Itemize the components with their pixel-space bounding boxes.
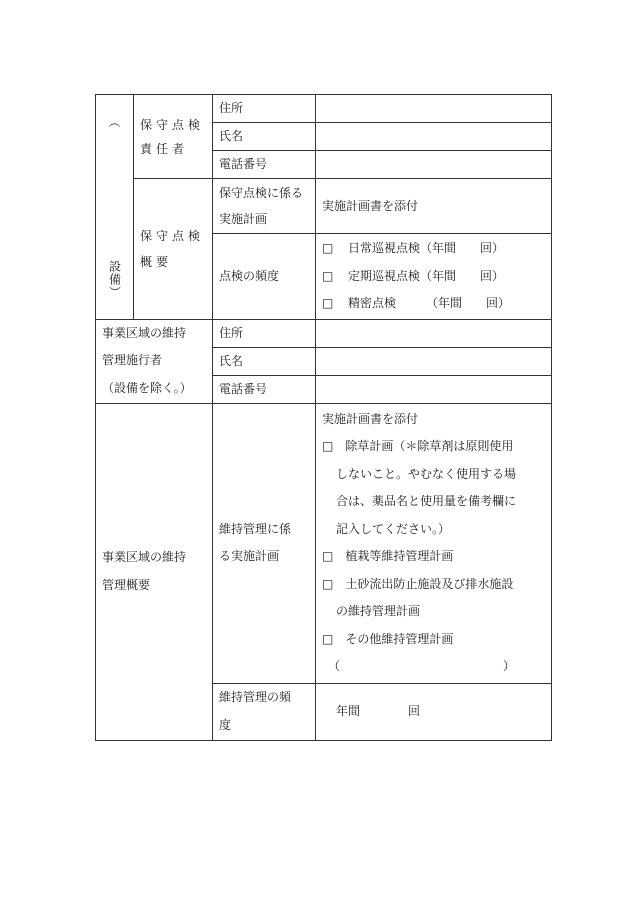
- overview-label-text: 保守点検概要: [140, 228, 205, 269]
- site-manager-name-field[interactable]: [316, 347, 552, 375]
- site-manager-label-line-1: 事業区域の維持: [102, 325, 187, 340]
- site-plan-weeding-note-2: 合は、薬品名と使用量を備考欄に: [336, 494, 517, 508]
- plan-label-text: 保守点検に係る実施計画: [219, 186, 304, 226]
- freq-option-precise[interactable]: [322, 290, 545, 318]
- site-manager-address-label: 住所: [213, 319, 316, 347]
- site-freq-label-line-1: 維持管理の頻: [219, 690, 292, 704]
- responsible-name-field[interactable]: [316, 123, 552, 151]
- site-manager-label-line-2: 管理施行者: [102, 353, 163, 368]
- site-plan-options: [316, 403, 552, 683]
- site-freq-value-text: 年間 回: [336, 704, 421, 718]
- paren-open: （: [328, 659, 341, 673]
- plan-value: 実施計画書を添付: [316, 179, 552, 234]
- maintenance-form-table: [95, 94, 552, 741]
- freq-option-precise-unit: （年間 回）: [432, 296, 511, 310]
- freq-option-periodic-unit: （年間 回）: [420, 268, 505, 283]
- site-plan-weeding-note-1: しないこと。やむなく使用する場: [336, 466, 517, 481]
- site-overview-label-line-2: 管理概要: [102, 577, 151, 592]
- freq-options: [316, 234, 552, 320]
- site-plan-line-1: 実施計画書を添付: [322, 411, 419, 426]
- responsible-label: [134, 95, 213, 179]
- site-plan-label: [213, 403, 316, 683]
- freq-option-daily-name: 日常巡視点検: [348, 241, 421, 255]
- site-plan-sediment[interactable]: □ 土砂流出防止施設及び排水施設: [322, 576, 514, 591]
- site-manager-label-line-3: （設備を除く。）: [102, 380, 192, 395]
- site-plan-weeding[interactable]: □ 除草計画（＊除草剤は原則使用: [322, 439, 514, 453]
- freq-option-periodic[interactable]: [322, 263, 545, 291]
- site-freq-value[interactable]: [316, 683, 552, 740]
- responsible-label-text: 保守点検責任者: [140, 117, 205, 156]
- freq-label: 点検の頻度: [213, 234, 316, 320]
- equipment-side-label: [96, 95, 134, 320]
- freq-option-daily-unit: （年間 回）: [420, 241, 505, 255]
- responsible-phone-field[interactable]: [316, 151, 552, 179]
- checkbox-icon[interactable]: □: [322, 296, 334, 310]
- site-plan-label-line-2: る実施計画: [219, 549, 280, 563]
- responsible-address-field[interactable]: [316, 95, 552, 123]
- site-manager-name-label: 氏名: [213, 347, 316, 375]
- equipment-side-open: ︵: [108, 115, 121, 129]
- site-plan-weeding-note-3: 記入してください。）: [336, 521, 451, 536]
- site-manager-phone-field[interactable]: [316, 375, 552, 403]
- site-plan-sediment-cont: の維持管理計画: [336, 604, 421, 618]
- checkbox-icon[interactable]: □: [322, 268, 334, 283]
- freq-option-precise-name: 精密点検: [348, 296, 397, 310]
- site-plan-other-input[interactable]: [322, 653, 545, 681]
- site-overview-label: [96, 403, 213, 740]
- site-overview-label-line-1: 事業区域の維持: [102, 550, 187, 564]
- responsible-address-label: 住所: [213, 95, 316, 123]
- site-freq-label-line-2: 度: [219, 717, 232, 732]
- plan-label: [213, 179, 316, 234]
- site-plan-planting[interactable]: □ 植栽等維持管理計画: [322, 549, 454, 563]
- site-plan-label-line-1: 維持管理に係: [219, 521, 292, 536]
- responsible-phone-label: 電話番号: [213, 151, 316, 179]
- site-plan-other[interactable]: □ その他維持管理計画: [322, 631, 454, 646]
- overview-label: [134, 179, 213, 320]
- paren-close: ）: [502, 659, 515, 673]
- site-manager-phone-label: 電話番号: [213, 375, 316, 403]
- equipment-side-text: 設備︶: [107, 259, 122, 299]
- responsible-name-label: 氏名: [213, 123, 316, 151]
- site-freq-label: [213, 683, 316, 740]
- freq-option-periodic-name: 定期巡視点検: [348, 268, 421, 283]
- freq-option-daily[interactable]: [322, 235, 545, 263]
- site-manager-label: [96, 319, 213, 403]
- checkbox-icon[interactable]: □: [322, 241, 334, 255]
- site-manager-address-field[interactable]: [316, 319, 552, 347]
